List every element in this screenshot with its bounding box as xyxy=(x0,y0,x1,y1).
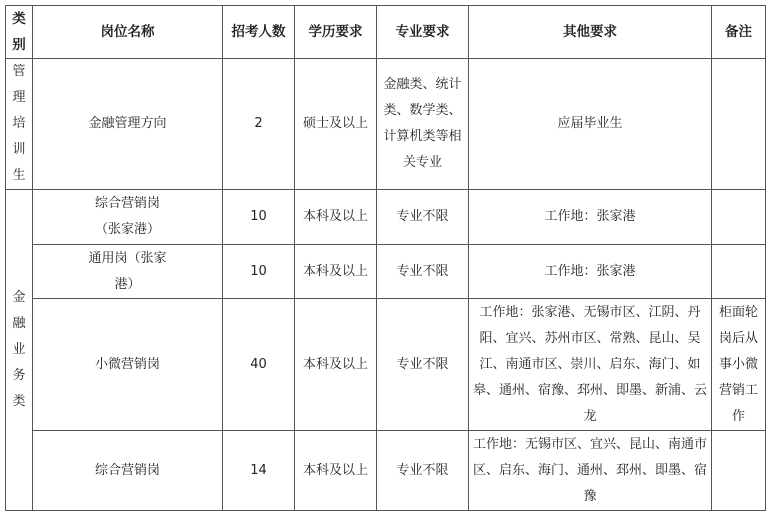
header-position: 岗位名称 xyxy=(33,6,223,59)
note-cell: 柜面轮岗后从事小微营销工作 xyxy=(712,299,766,431)
education-cell: 本科及以上 xyxy=(295,190,377,245)
major-cell: 专业不限 xyxy=(377,190,469,245)
other-cell: 应届毕业生 xyxy=(469,59,712,190)
position-cell: 综合营销岗（张家港） xyxy=(33,190,223,245)
table-row xyxy=(6,431,766,511)
major-cell: 金融类、统计类、数学类、计算机类等相关专业 xyxy=(377,59,469,190)
position-cell: 小微营销岗 xyxy=(33,299,223,431)
other-cell: 工作地：张家港、无锡市区、江阴、丹阳、宜兴、苏州市区、常熟、昆山、吴江、南通市区、崇川、启东、海门、如皋、通州、宿豫、邳州、即墨、新浦、云龙 xyxy=(469,299,712,431)
header-category: 类别 xyxy=(6,6,33,59)
recruitment-table xyxy=(5,5,766,511)
category-cell: 金融业务类 xyxy=(6,190,33,511)
education-cell: 本科及以上 xyxy=(295,431,377,511)
major-cell: 专业不限 xyxy=(377,245,469,299)
header-education: 学历要求 xyxy=(295,6,377,59)
header-note: 备注 xyxy=(712,6,766,59)
education-cell: 硕士及以上 xyxy=(295,59,377,190)
count-cell: 14 xyxy=(223,431,295,511)
table-row xyxy=(6,59,766,190)
header-count: 招考人数 xyxy=(223,6,295,59)
count-cell: 2 xyxy=(223,59,295,190)
category-cell: 管理培训生 xyxy=(6,59,33,190)
note-cell xyxy=(712,245,766,299)
table-row xyxy=(6,245,766,299)
major-cell: 专业不限 xyxy=(377,299,469,431)
other-cell: 工作地：张家港 xyxy=(469,245,712,299)
table-row xyxy=(6,190,766,245)
header-row xyxy=(6,6,766,59)
note-cell xyxy=(712,431,766,511)
education-cell: 本科及以上 xyxy=(295,245,377,299)
count-cell: 10 xyxy=(223,190,295,245)
other-cell: 工作地：无锡市区、宜兴、昆山、南通市区、启东、海门、通州、邳州、即墨、宿豫 xyxy=(469,431,712,511)
position-cell: 通用岗（张家港） xyxy=(33,245,223,299)
count-cell: 10 xyxy=(223,245,295,299)
major-cell: 专业不限 xyxy=(377,431,469,511)
header-other: 其他要求 xyxy=(469,6,712,59)
header-major: 专业要求 xyxy=(377,6,469,59)
note-cell xyxy=(712,190,766,245)
other-cell: 工作地：张家港 xyxy=(469,190,712,245)
note-cell xyxy=(712,59,766,190)
count-cell: 40 xyxy=(223,299,295,431)
position-cell: 综合营销岗 xyxy=(33,431,223,511)
education-cell: 本科及以上 xyxy=(295,299,377,431)
table-row xyxy=(6,299,766,431)
position-cell: 金融管理方向 xyxy=(33,59,223,190)
